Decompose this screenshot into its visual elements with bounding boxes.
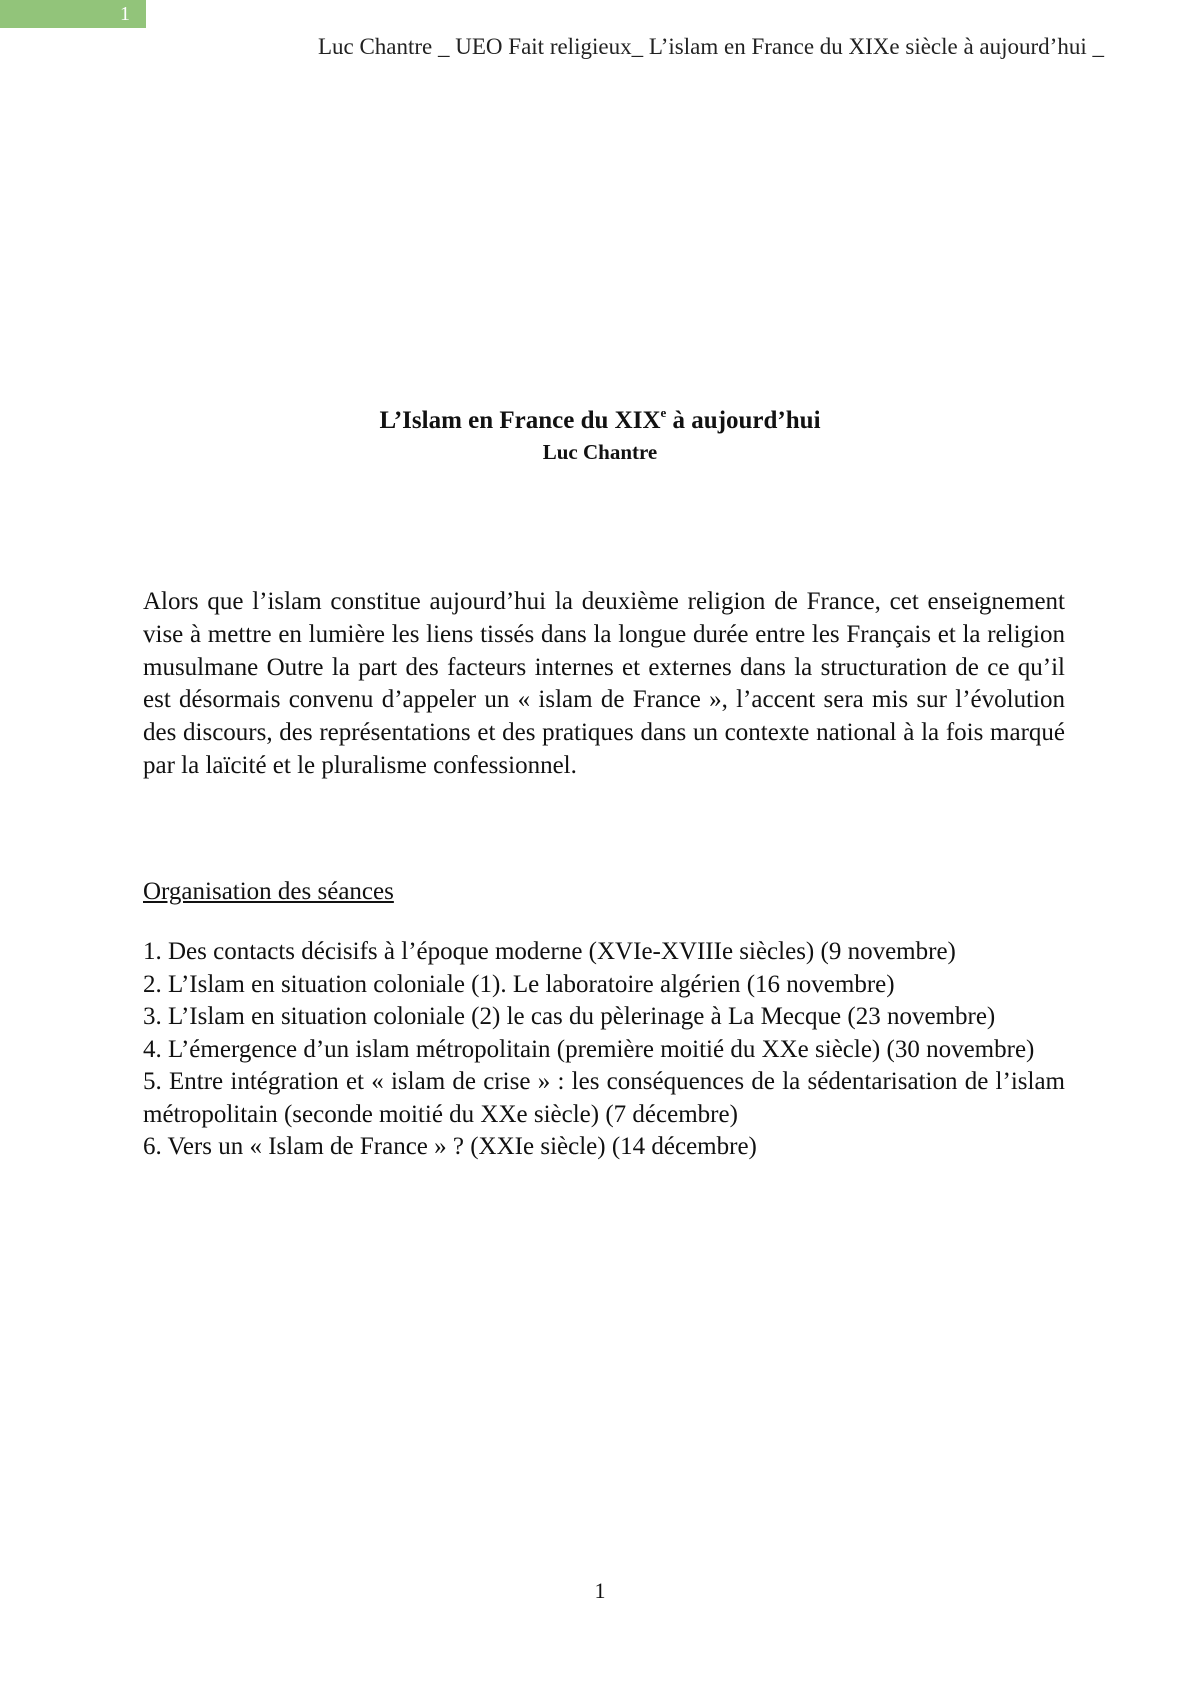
running-header: Luc Chantre _ UEO Fait religieux_ L’islam en France du XIXe siècle à aujourd’hui _	[317, 34, 1104, 59]
page-number-badge: 1	[0, 0, 146, 28]
sessions-heading: Organisation des séances	[143, 878, 394, 905]
document-title-suffix: à aujourd’hui	[666, 407, 821, 434]
page-footer-number: 1	[594, 1578, 606, 1603]
document-author: Luc Chantre	[542, 440, 658, 464]
session-item: 2. L’Islam en situation coloniale (1). Le laboratoire algérien (16 novembre)	[143, 970, 895, 998]
document-title-superscript: e	[660, 405, 667, 420]
document-title	[0, 404, 1200, 438]
session-item: 4. L’émergence d’un islam métropolitain (première moitié du XXe siècle) (30 novembre)	[143, 1035, 1035, 1063]
session-item: 5. Entre intégration et « islam de crise » : les conséquences de la sédentarisation de l’islam métropolitain (seconde moitié du XXe siècle) (7 décembre)	[143, 1068, 1065, 1128]
title-block	[0, 404, 1200, 466]
session-item: 1. Des contacts décisifs à l’époque moderne (XVIe-XVIIIe siècles) (9 novembre)	[143, 938, 956, 965]
abstract-paragraph: Alors que l’islam constitue aujourd’hui la deuxième religion de France, cet enseignement vise à mettre en lumière les liens tissés dans la longue durée entre les Français et la religion musulmane Outre la part des facteurs internes et externes dans la structuration de ce qu’il est désormais convenu d’appeler un « islam de France », l’accent sera mis sur l’évolution des discours, des représentations et des pratiques dans un contexte national à la fois marqué par la laïcité et le pluralisme confessionnel.	[143, 588, 1065, 779]
session-item: 3. L’Islam en situation coloniale (2) le cas du pèlerinage à La Mecque (23 novembre)	[143, 1003, 996, 1030]
session-item: 6. Vers un « Islam de France » ? (XXIe siècle) (14 décembre)	[143, 1133, 757, 1160]
sessions-list	[143, 936, 1065, 1164]
document-title-main: L’Islam en France du XIX	[379, 407, 661, 434]
